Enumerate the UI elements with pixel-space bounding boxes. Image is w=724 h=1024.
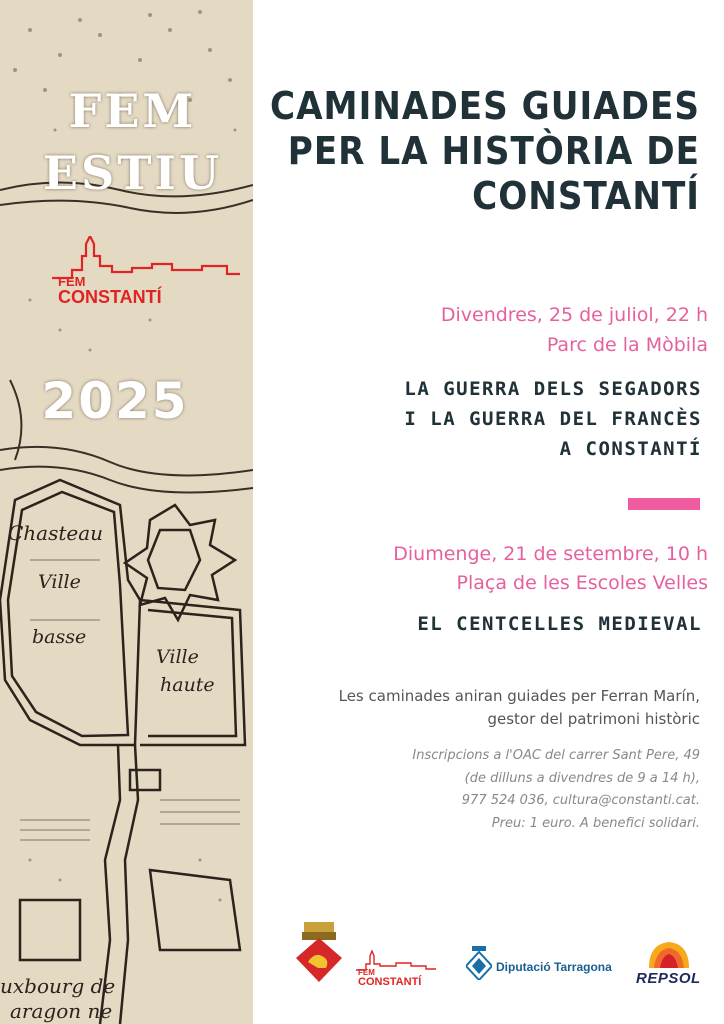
event2-date: Diumenge, 21 de setembre, 10 h [393,543,708,565]
fem-title-line2: ESTIU [42,146,223,200]
logo-left-line1: FEM [58,274,86,289]
event1-title-line3: A CONSTANTÍ [559,438,702,460]
guide-line1: Les caminades aniran guiades per Ferran Marín, [338,687,700,705]
guide-line2: gestor del patrimoni històric [487,710,700,728]
diputacio-logo [466,946,626,986]
guide-text [339,685,700,731]
main-title-line3: CONSTANTÍ [472,174,700,218]
diputacio-text: Diputació Tarragona [496,960,612,974]
map-label-ville-haute-1: Ville [156,646,199,668]
event2-title [417,609,702,639]
main-title [270,84,700,219]
fem-constanti-logo [52,236,242,316]
event2-title-line1: EL CENTCELLES MEDIEVAL [417,613,702,635]
info-line2: (de dilluns a divendres de 9 a 14 h), [464,770,700,786]
repsol-logo [634,938,704,990]
map-label-ville-haute-2: haute [160,674,215,696]
event1-title-line1: LA GUERRA DELS SEGADORS [404,378,702,400]
event1-title [404,374,702,464]
diputacio-emblem-icon [466,946,492,980]
year-label: 2025 [41,372,189,430]
map-label-faubourg: uxbourg de [0,974,116,998]
main-title-line2: PER LA HISTÒRIA DE [287,129,700,173]
fem-sponsor-line1: FEM [358,968,375,977]
fem-title-line1: FEM [68,84,197,138]
event2-place: Plaça de les Escoles Velles [456,572,708,594]
event1-place: Parc de la Mòbila [546,334,708,356]
map-label-chasteau: Chasteau [8,521,104,545]
fem-sponsor-line2: CONSTANTÍ [358,976,422,988]
info-line1: Inscripcions a l'OAC del carrer Sant Pere, 49 [412,748,700,763]
map-label-ville-basse-1: Ville [38,571,81,593]
main-title-line1: CAMINADES GUIADES [270,84,700,128]
pink-divider [628,498,700,510]
event1-date: Divendres, 25 de juliol, 22 h [440,304,708,326]
map-label-aragonne: aragon ne [10,999,113,1023]
info-line3: 977 524 036, cultura@constanti.cat. [461,793,700,808]
sponsor-logos [286,922,710,1002]
map-panel [0,0,253,1024]
registration-info [412,745,700,835]
coat-of-arms-icon [294,922,344,984]
map-label-ville-basse-2: basse [32,626,87,648]
info-line4: Preu: 1 euro. A benefici solidari. [491,815,700,831]
repsol-text: REPSOL [636,970,701,987]
repsol-flame-icon [644,938,694,970]
logo-left-line2: CONSTANTÍ [58,287,162,307]
event1-title-line2: I LA GUERRA DEL FRANCÈS [404,408,702,430]
fem-constanti-sponsor-logo [356,950,436,990]
